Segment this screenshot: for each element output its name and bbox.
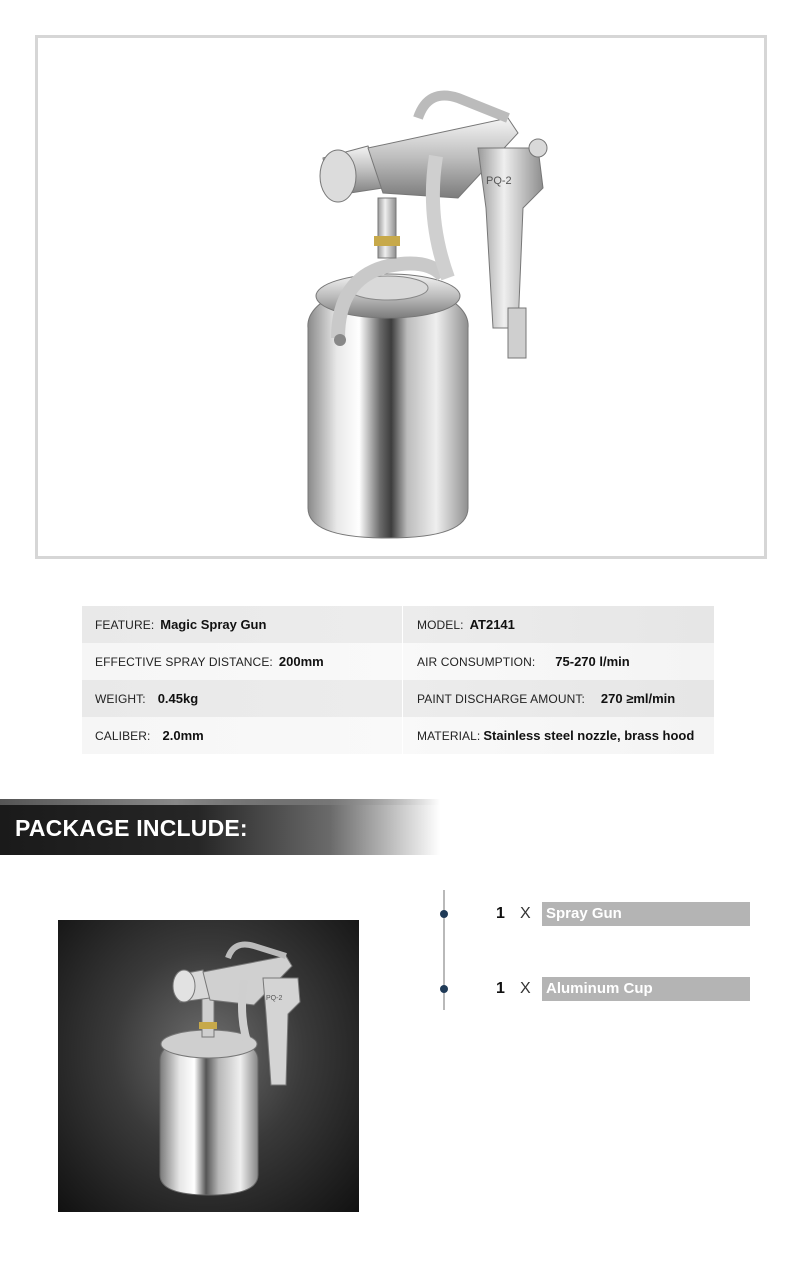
spec-table	[82, 606, 714, 754]
banner-streak	[0, 799, 440, 805]
spec-label: EFFECTIVE SPRAY DISTANCE:	[95, 654, 273, 669]
spec-row	[82, 717, 714, 754]
spec-value: 75-270 l/min	[555, 654, 630, 669]
spec-label: AIR CONSUMPTION:	[417, 654, 536, 669]
item-quantity: 1	[496, 980, 505, 997]
spec-label: PAINT DISCHARGE AMOUNT:	[417, 691, 585, 706]
bullet-dot-icon	[440, 985, 448, 993]
spec-label: MODEL:	[417, 617, 464, 632]
spec-value: 200mm	[278, 654, 324, 669]
spec-label: FEATURE:	[95, 617, 155, 632]
spec-label: WEIGHT:	[95, 691, 146, 706]
package-item	[436, 977, 766, 1001]
spec-label: MATERIAL:	[417, 728, 481, 743]
spec-value: Magic Spray Gun	[160, 617, 267, 632]
spec-value: Stainless steel nozzle, brass hood	[483, 728, 695, 743]
spec-divider	[402, 606, 403, 754]
spec-row	[82, 680, 714, 717]
spec-row	[82, 606, 714, 643]
spec-value: 2.0mm	[162, 728, 204, 743]
engraving-label: PQ-2	[266, 995, 283, 1002]
package-banner	[0, 799, 440, 855]
spec-value: 270 ≥ml/min	[600, 691, 676, 706]
product-image-frame	[35, 35, 767, 559]
engraving-label: PQ-2	[486, 175, 512, 187]
item-multiply: X	[520, 905, 531, 922]
spec-label: CALIBER:	[95, 728, 151, 743]
package-photo	[58, 920, 359, 1212]
spray-gun-image	[38, 38, 764, 556]
item-name: Aluminum Cup	[542, 977, 750, 1001]
package-item	[436, 902, 766, 926]
spec-value: 0.45kg	[157, 691, 199, 706]
item-quantity: 1	[496, 905, 505, 922]
package-title: PACKAGE INCLUDE:	[15, 815, 248, 841]
package-list	[436, 890, 766, 1012]
item-name: Spray Gun	[542, 902, 750, 926]
item-multiply: X	[520, 980, 531, 997]
spec-row	[82, 643, 714, 680]
bullet-dot-icon	[440, 910, 448, 918]
package-spray-gun-image	[58, 920, 359, 1212]
spec-value: AT2141	[469, 617, 515, 632]
